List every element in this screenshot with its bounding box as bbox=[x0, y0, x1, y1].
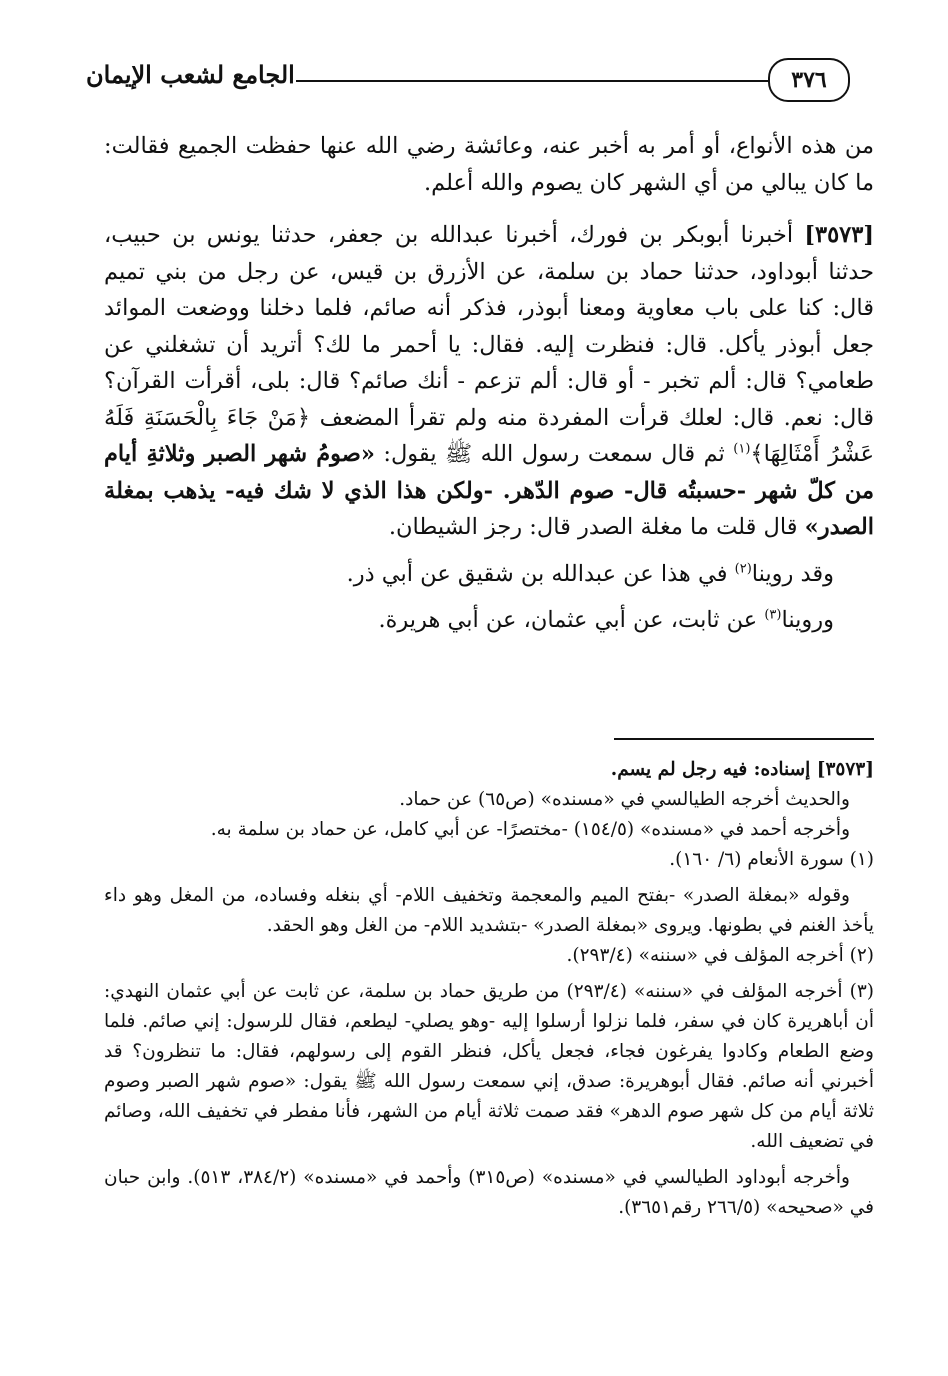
narration-1-b: في هذا عن عبدالله بن شقيق عن أبي ذر. bbox=[346, 560, 735, 587]
hadith-text: أخبرنا أبوبكر بن فورك، أخبرنا عبدالله بن جعفر، حدثنا يونس بن حبيب، حدثنا أبوداود، حدثنا حماد بن سلمة، عن الأزرق بن قيس، عن رجل من بني تميم قال: كنا على باب معاوية ومعنا أبوذر، فذكر أنه صائم، فلما دخلنا ووضعت الموائد جعل أبوذر يأكل. قال: فنظرت إليه. فقال: يا أحمر ما لك؟ أتريد أن تشغلني عن طعامي؟ قال: ألم تخبر - أو قال: ألم تزعم - أنك صائم؟ قال: بلى، أقرأت القرآن؟ قال: نعم. قال: لعلك قرأت المفردة منه ولم تقرأ المضعف ﴿مَنْ جَاءَ بِالْحَسَنَةِ فَلَهُ عَشْرُ أَمْثَالِهَا﴾ bbox=[104, 222, 875, 467]
page-number-badge bbox=[768, 58, 850, 102]
header-rule bbox=[296, 80, 768, 82]
page-number: ٣٧٦ bbox=[791, 67, 827, 93]
footnote-1: (١) سورة الأنعام (٦/ ١٦٠). bbox=[669, 849, 874, 870]
narration-1-a: وقد روينا bbox=[751, 560, 834, 587]
hadith-text-2: ثم قال سمعت رسول الله ﷺ يقول: bbox=[374, 441, 734, 467]
footnote-3: (٣) أخرجه المؤلف في «سننه» (٢٩٣/٤) من طريق حماد بن سلمة، عن ثابت عن أبي عثمان النهدي: أن أباهريرة كان في سفر، فلما نزلوا أرسلوا إليه -وهو يصلي- ليطعم، فقال للرسول: إني صائم. فلما وضع الطعام وكادوا يفرغون فجاء، فجعل يأكل، فنظر القوم إلى رسولهم، فقال: ما تنظرون؟ قد أخبرني أنه صائم. فقال أبوهريرة: صدق، إني سمعت رسول الله ﷺ يقول: «صوم شهر الصبر وصوم ثلاثة أيام من كل شهر صوم الدهر» فقد صمت ثلاثة أيام من الشهر، فأنا مفطر في تخفيف الله، وصائم في تضعيف الله. bbox=[104, 981, 874, 1152]
footnote-3-b: وأخرجه أبوداود الطيالسي في «مسنده» (ص٣١٥) وأحمد في «مسنده» (٣٨٤/٢، ٥١٣). وابن حبان في «صحيحه» (٢٦٦/٥ رقم٣٦٥١). bbox=[104, 1167, 874, 1218]
footnote-isnad bbox=[104, 755, 874, 785]
narration-2-a: وروينا bbox=[781, 607, 834, 633]
paragraph-narration-1 bbox=[104, 556, 874, 593]
footnote-hadith-number: [٣٥٧٣] bbox=[816, 759, 874, 780]
book-title: الجامع لشعب الإيمان bbox=[86, 60, 295, 89]
hadith-ending: قال قلت ما مغلة الصدر قال: رجز الشيطان. bbox=[388, 514, 805, 540]
footnote-isnad-label: إسناده: bbox=[747, 759, 817, 780]
footnote-isnad-text: فيه رجل لم يسم. bbox=[610, 759, 748, 780]
main-text bbox=[104, 128, 874, 639]
footnote-isnad-b: والحديث أخرجه الطيالسي في «مسنده» (ص٦٥) عن حماد. bbox=[399, 789, 850, 810]
footnote-ref-1: (١) bbox=[733, 441, 751, 457]
paragraph-intro: من هذه الأنواع، أو أمر به أخبر عنه، وعائشة رضي الله عنها حفظت الجميع فقالت: ما كان يبالي من أي الشهر كان يصوم والله أعلم. bbox=[104, 133, 874, 196]
page-header bbox=[86, 58, 850, 102]
footnote-ref-3: (٣) bbox=[764, 607, 782, 623]
footnote-1-b: وقوله «بمغلة الصدر» -بفتح الميم والمعجمة وتخفيف اللام- أي بنغله وفساده، من المغل وهو داء يأخذ الغنم في بطونها. ويروى «بمغلة الصدر» -بتشديد اللام- من الغل وهو الحقد. bbox=[104, 885, 874, 936]
hadith-paragraph bbox=[104, 217, 874, 546]
paragraph-narration-2 bbox=[104, 602, 874, 639]
narration-2-b: عن ثابت، عن أبي عثمان، عن أبي هريرة. bbox=[378, 607, 765, 633]
hadith-number: [٣٥٧٣] bbox=[804, 222, 874, 248]
footnote-ref-2: (٢) bbox=[734, 561, 752, 576]
hadith-quote: «صومُ شهر الصبر وثلاثةِ أيام من كلّ شهر -حسبتُه قال- صوم الدّهر. -ولكن هذا الذي لا شك فيه- يذهب بمغلة الصدر» bbox=[104, 441, 874, 540]
footnote-isnad-c: وأخرجه أحمد في «مسنده» (١٥٤/٥) -مختصرًا- عن أبي كامل، عن حماد بن سلمة به. bbox=[210, 819, 850, 840]
footnotes bbox=[104, 755, 874, 1223]
footnote-2: (٢) أخرجه المؤلف في «سننه» (٢٩٣/٤). bbox=[566, 945, 874, 966]
footnote-separator bbox=[614, 738, 874, 740]
